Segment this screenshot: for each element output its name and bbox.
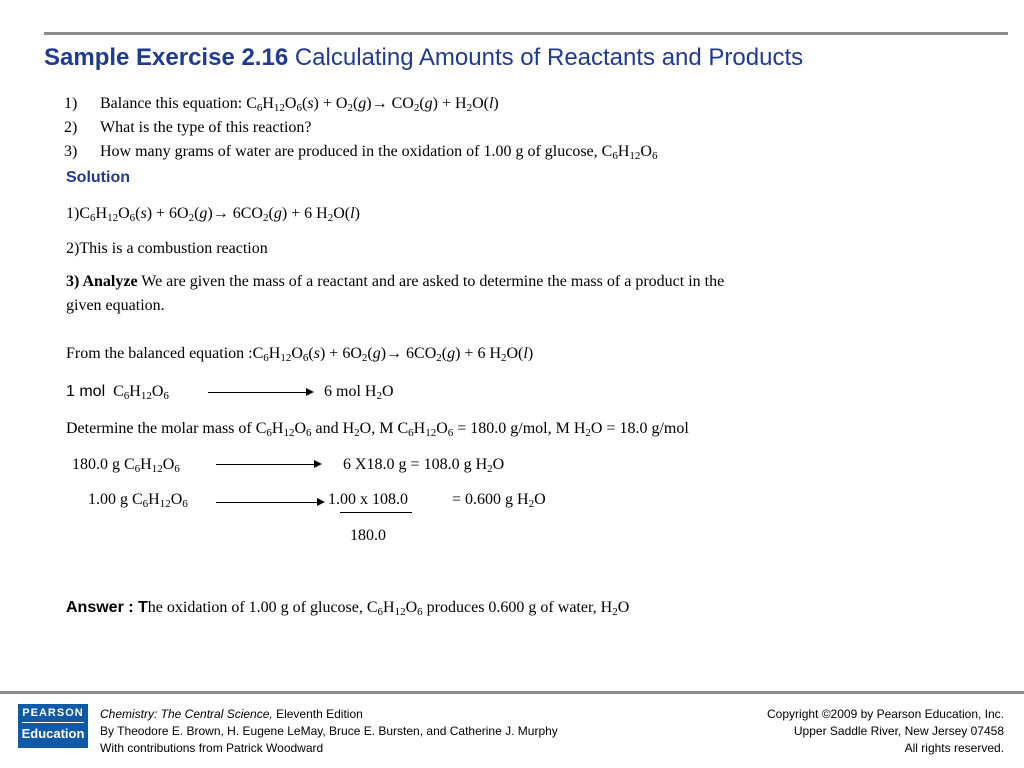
rights-line: All rights reserved. bbox=[904, 741, 1004, 755]
address-line: Upper Saddle River, New Jersey 07458 bbox=[793, 724, 1004, 738]
analyze-label: 3) Analyze bbox=[66, 273, 138, 290]
mole-ratio-right: 6 mol $H_2O$ bbox=[324, 383, 394, 402]
calc-2-mass: 1.00 g bbox=[88, 491, 132, 508]
footer-divider bbox=[0, 691, 1024, 694]
title-exercise-number: Sample Exercise 2.16 bbox=[44, 44, 289, 71]
calc-1-result: 6 X18.0 g = 108.0 g H bbox=[343, 456, 488, 473]
logo-pearson-text: PEARSON bbox=[22, 707, 84, 719]
answer-line: Answer : The oxidation of 1.00 g of glucose, $C_6H_{12}O_6$ produces 0.600 g of water, $H_2O$ bbox=[66, 599, 630, 618]
contributors-line: With contributions from Patrick Woodward bbox=[100, 741, 324, 755]
mole-label: 1 mol bbox=[66, 383, 106, 400]
question-text: Balance this equation: bbox=[100, 95, 247, 112]
answer-text: he oxidation of 1.00 g of glucose, bbox=[147, 599, 367, 616]
step-number: 1) bbox=[66, 205, 80, 222]
question-2-text: What is the type of this reaction? bbox=[100, 119, 312, 136]
mole-ratio-left: 1 mol $C_6H_{12}O_6$ bbox=[66, 383, 169, 402]
molar-mass-and: and H bbox=[311, 420, 355, 437]
authors-line: By Theodore E. Brown, H. Eugene LeMay, Bruce E. Bursten, and Catherine J. Murphy bbox=[100, 724, 558, 738]
copyright-line: Copyright ©2009 by Pearson Education, Inc. bbox=[767, 707, 1004, 721]
molar-mass-line: Determine the molar mass of $C_6H_{12}O_6$ and $H_2O$, M $C_6H_{12}O_6 = 180.0$ g/mol, M $H_2O = 18.0$ g/mol bbox=[66, 420, 689, 439]
from-balanced-line: From the balanced equation $:C_6H_{12}O_6(s) + 6O_2(g)\to 6CO_2(g) + 6$ $H_2O(l)$ bbox=[66, 345, 534, 364]
answer-label: Answer : T bbox=[66, 599, 148, 616]
balanced-equation-line: $1)C_6H_{12}O_6(s) + 6O_2(g)\to 6CO_2(g) + 6$ $H_2O(l)$ bbox=[66, 205, 360, 224]
title-divider bbox=[44, 32, 1008, 35]
calc-2-left: 1.00 g $C_6H_{12}O_6$ bbox=[88, 491, 188, 510]
calc-2-result: = 0.600 g $H_2O$ bbox=[452, 491, 546, 510]
calc-2-denominator: 180.0 bbox=[350, 527, 386, 544]
molar-mass-label: Determine the molar mass of bbox=[66, 420, 256, 437]
logo-divider bbox=[22, 722, 84, 723]
question-number: 1) bbox=[64, 95, 78, 112]
book-title-line bbox=[100, 707, 363, 721]
question-2 bbox=[64, 119, 77, 137]
slide-title bbox=[44, 44, 803, 72]
mole-ratio-water: 6 mol H bbox=[324, 383, 377, 400]
arrow-head-icon bbox=[314, 460, 322, 468]
question-number: 2) bbox=[64, 119, 78, 136]
answer-tail: produces 0.600 g of water, H bbox=[422, 599, 613, 616]
mole-ratio-arrow bbox=[208, 392, 308, 393]
reaction-type-line: 2)This is a combustion reaction bbox=[66, 240, 268, 257]
molar-mass-water: O = 18.0 g/mol bbox=[590, 420, 689, 437]
from-balanced-label: From the balanced equation : bbox=[66, 345, 253, 362]
arrow-head-icon bbox=[306, 388, 314, 396]
question-1-text: Balance this equation: $C_6H_{12}O_6(s) + O_2(g)\to CO_2(g) + H_2O(l)$ bbox=[100, 95, 499, 114]
logo-education-text: Education bbox=[21, 726, 85, 741]
calc-1-left: 180.0 g $C_6H_{12}O_6$ bbox=[72, 456, 180, 475]
molar-mass-m: O, M bbox=[359, 420, 398, 437]
calc-1-right: 6 X18.0 g = 108.0 g $H_2O$ bbox=[343, 456, 505, 475]
analyze-text: We are given the mass of a reactant and are asked to determine the mass of a product in the bbox=[137, 273, 725, 290]
fraction-bar bbox=[340, 512, 412, 513]
molar-mass-glucose: = 180.0 g/mol, M H bbox=[453, 420, 586, 437]
question-1 bbox=[64, 95, 77, 113]
calc-2-equals: = 0.600 g H bbox=[452, 491, 529, 508]
analyze-line-2: given equation. bbox=[66, 297, 165, 314]
calc-2-numerator: 1.00 x 108.0 bbox=[328, 491, 408, 508]
question-3-text: How many grams of water are produced in the oxidation of 1.00 g of glucose, $C_6H_{12}O_6$ bbox=[100, 143, 658, 162]
question-text: How many grams of water are produced in the oxidation of 1.00 g of glucose, bbox=[100, 143, 602, 160]
pearson-logo bbox=[18, 704, 88, 748]
calc-1-mass: 180.0 g bbox=[72, 456, 124, 473]
book-edition: Eleventh Edition bbox=[272, 707, 363, 721]
calc-1-arrow bbox=[216, 464, 316, 465]
analyze-line-1 bbox=[66, 273, 724, 291]
solution-heading: Solution bbox=[66, 169, 130, 186]
question-3 bbox=[64, 143, 77, 161]
book-title: Chemistry: The Central Science, bbox=[100, 707, 273, 721]
calc-2-arrow bbox=[216, 502, 319, 503]
question-number: 3) bbox=[64, 143, 78, 160]
title-topic: Calculating Amounts of Reactants and Products bbox=[288, 44, 804, 71]
arrow-head-icon bbox=[317, 498, 325, 506]
